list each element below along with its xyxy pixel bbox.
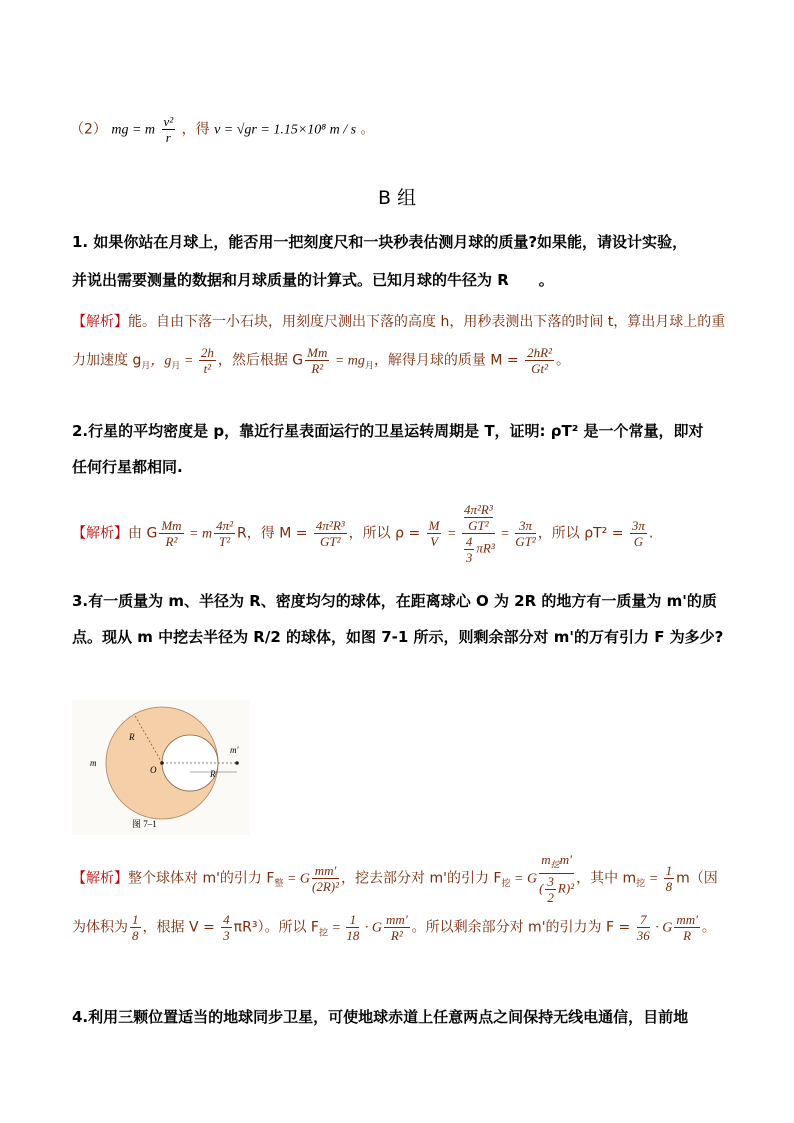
subscript: 挖	[318, 928, 328, 939]
subscript: 挖	[501, 879, 511, 890]
text: =	[443, 526, 460, 542]
text: .	[648, 525, 654, 542]
answer-2	[72, 502, 653, 565]
subscript: 挖	[636, 879, 646, 890]
question-2-line-1: 2.行星的平均密度是 p，靠近行星表面运行的卫星运转周期是 T，证明: ρT² 是一个常量，即对	[72, 422, 704, 440]
fraction: $\frac{\text{4π²}}{\text{T²}}$	[216, 518, 234, 549]
eq-part: mg = m	[111, 122, 156, 138]
fraction: $\frac{mm'}{R}$	[676, 912, 698, 943]
text: ，g	[150, 353, 172, 369]
text: 能。自由下落一小石块，用刻度尺测出下落的高度 h，用秒表测出下落的时间 t，算出月球上的重	[128, 314, 726, 330]
question-1-line-2: 并说出需要测量的数据和月球质量的计算式。已知月球的牛径为 R 。	[72, 271, 554, 289]
subscript: 整	[274, 879, 284, 890]
text: ，其中 m	[576, 870, 637, 887]
question-4-line-1: 4.利用三颗位置适当的地球同步卫星，可使地球赤道上任意两点之间保持无线电通信，目前地	[72, 1008, 689, 1026]
answer-1-line-2	[72, 345, 570, 376]
text: = mg	[331, 353, 365, 369]
figure-7-1	[72, 700, 250, 835]
item-label: （2）	[70, 121, 107, 138]
text: ，得	[181, 121, 210, 138]
fraction: $\frac{Mm}{\text{R²}}$	[161, 518, 182, 549]
text: · G	[651, 920, 673, 936]
answer-tag: 【解析】	[72, 525, 128, 542]
text: =	[180, 353, 197, 369]
text: 力加速度 g	[72, 352, 142, 369]
figure-caption: 图 7–1	[132, 819, 157, 829]
text: ，解得月球的质量 M =	[373, 352, 524, 369]
fraction: $\frac{mm'}{\text{(2R)²}}$	[312, 862, 340, 894]
fraction: $\frac{mm'}{\text{R²}}$	[386, 912, 408, 943]
text: = m	[185, 526, 213, 542]
fraction: $\frac{3\pi}{\text{GT²}}$	[515, 518, 536, 549]
answer-tag: 【解析】	[72, 870, 128, 887]
text: ，所以 ρT² =	[537, 525, 628, 542]
text: 为体积为	[72, 919, 128, 936]
fraction: $\frac{4}{3}$	[223, 912, 230, 943]
fraction: $\frac{Mm}{\text{R²}}$	[307, 345, 328, 376]
subscript: 月	[171, 361, 181, 372]
subscript: 月	[364, 361, 374, 372]
fraction: $\frac{2h}{\text{t²}}$	[200, 345, 214, 376]
text: 。	[701, 919, 716, 936]
compound-fraction: $m_挖m'$ ( $\frac{3}{2}$ R)²	[539, 852, 575, 905]
text: ，然后根据 G	[217, 352, 304, 369]
answer-3-line-1	[72, 852, 718, 905]
part-header: B 组	[378, 187, 417, 209]
text: m（因	[676, 870, 718, 887]
text: · G	[361, 920, 383, 936]
text: = G	[510, 871, 538, 887]
fraction: $\frac{\text{2hR²}}{\text{Gt²}}$	[527, 345, 552, 376]
question-3-line-2: 点。现从 m 中挖去半径为 R/2 的球体，如图 7-1 所示，则剩余部分对 m'的万有引力 F 为多少?	[72, 628, 724, 646]
question-2-line-2: 任何行星都相同.	[72, 458, 183, 476]
fraction: $\frac{1}{18}$	[346, 912, 360, 943]
center-point	[160, 761, 164, 765]
fraction: $\frac{1}{8}$	[665, 862, 673, 894]
text: =	[496, 526, 514, 542]
text: πR³）。所以 F	[233, 919, 319, 936]
fraction: $\frac{1}{8}$	[132, 912, 139, 943]
label-R: R	[129, 732, 135, 742]
fraction: $\frac{\text{v²}}{r}$	[163, 114, 174, 145]
text: ，所以 ρ =	[348, 525, 425, 542]
text: 。所以剩余部分对 m'的引力为 F =	[411, 919, 635, 936]
label-m: m	[90, 758, 97, 768]
question-1-line-1: 1. 如果你站在月球上，能否用一把刻度尺和一块秒表估测月球的质量?如果能，请设计实验，	[72, 233, 688, 251]
text: 由 G	[128, 525, 158, 542]
fraction: $\frac{\text{4π²R³}}{\text{GT²}}$	[315, 518, 345, 549]
mass-point	[235, 761, 239, 765]
text: =	[645, 871, 662, 887]
fraction: $\frac{3\pi}{G}$	[631, 518, 645, 549]
text: R，得 M =	[237, 525, 312, 542]
label-R-distance: R	[210, 769, 216, 779]
item-2-equation	[70, 114, 375, 145]
eq-part: v = √gr = 1.15×10⁸ m / s	[214, 122, 357, 138]
text: 。	[555, 352, 570, 369]
label-m-prime: m'	[230, 745, 239, 755]
text: ，挖去部分对 m'的引力 F	[341, 870, 502, 887]
text: 整个球体对 m'的引力 F	[128, 870, 275, 887]
text: =	[327, 920, 345, 936]
subscript: 月	[141, 361, 151, 372]
fraction: $\frac{7}{36}$	[636, 912, 650, 943]
text: = G	[283, 871, 311, 887]
compound-fraction: 4π²R³ GT² $\frac{4}{3}$ πR³	[462, 502, 495, 565]
text: ，根据 V =	[142, 919, 220, 936]
label-O: O	[150, 765, 157, 775]
fraction: $\frac{M}{V}$	[428, 518, 440, 549]
answer-3-line-2	[72, 912, 716, 943]
text: 。	[360, 121, 375, 138]
sphere-diagram	[72, 700, 250, 835]
answer-tag: 【解析】	[72, 314, 128, 330]
question-3-line-1: 3.有一质量为 m、半径为 R、密度均匀的球体，在距离球心 O 为 2R 的地方有一质量为 m'的质	[72, 592, 717, 610]
answer-1-line-1	[72, 312, 725, 332]
